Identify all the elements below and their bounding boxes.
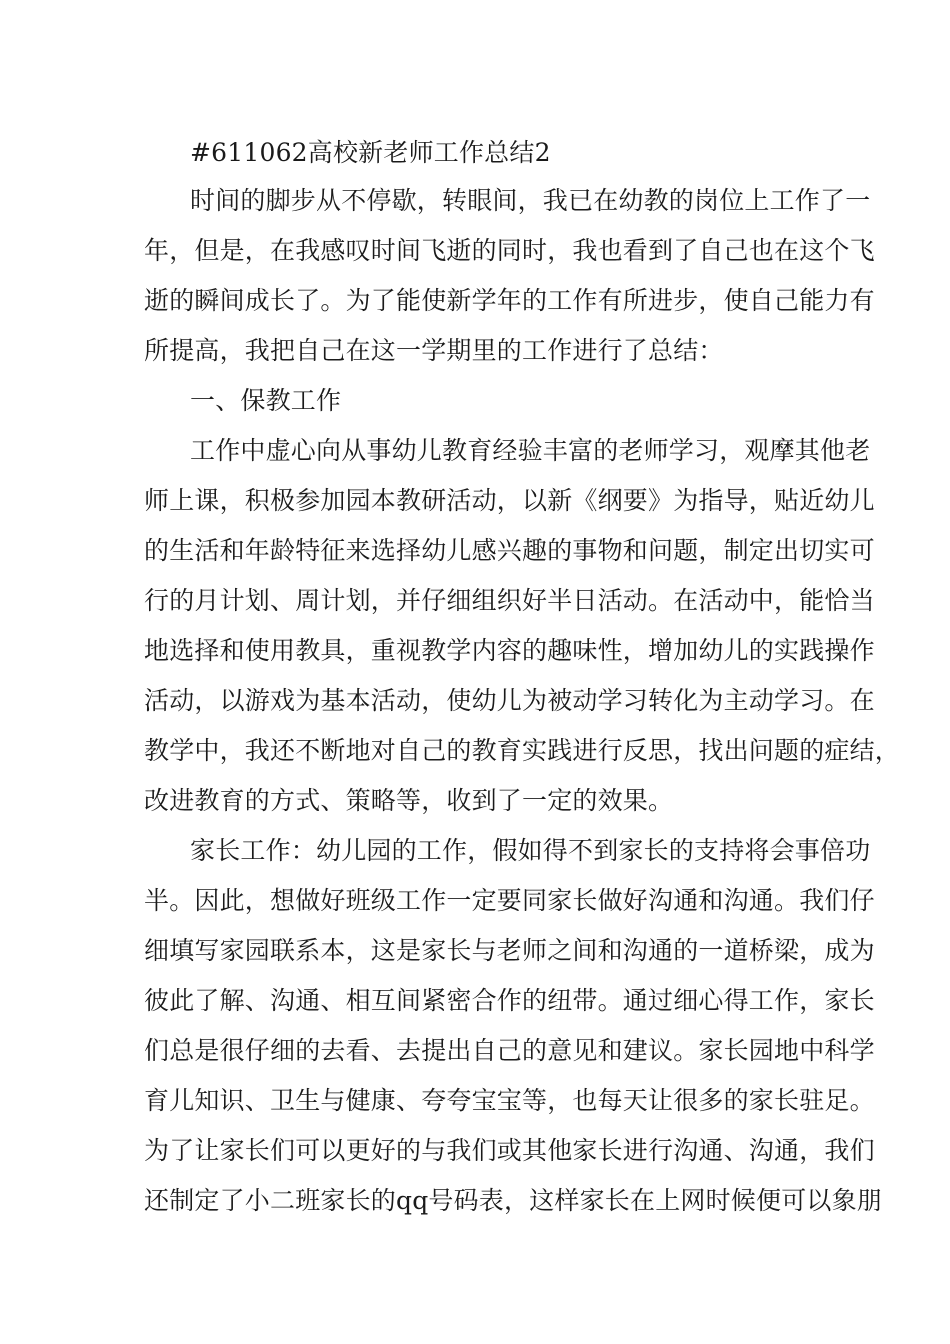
paragraph-line: 半。因此，想做好班级工作一定要同家长做好沟通和沟通。我们仔 [144, 886, 875, 915]
paragraph-line: 师上课，积极参加园本教研活动，以新《纲要》为指导，贴近幼儿 [144, 486, 875, 515]
paragraph-line: 还制定了小二班家长的qq号码表，这样家长在上网时候便可以象朋 [144, 1186, 883, 1215]
paragraph-line: 彼此了解、沟通、相互间紧密合作的纽带。通过细心得工作，家长 [144, 986, 875, 1015]
paragraph-line: 行的月计划、周计划，并仔细组织好半日活动。在活动中，能恰当 [144, 586, 875, 615]
paragraph-line: 育儿知识、卫生与健康、夸夸宝宝等，也每天让很多的家长驻足。 [144, 1086, 875, 1115]
paragraph-line: 工作中虚心向从事幼儿教育经验丰富的老师学习，观摩其他老 [190, 436, 871, 465]
paragraph-line: 家长工作：幼儿园的工作，假如得不到家长的支持将会事倍功 [190, 836, 871, 865]
paragraph-line: 的生活和年龄特征来选择幼儿感兴趣的事物和问题，制定出切实可 [144, 536, 875, 565]
paragraph-line: 逝的瞬间成长了。为了能使新学年的工作有所进步，使自己能力有 [144, 286, 875, 315]
paragraph-line: 教学中，我还不断地对自己的教育实践进行反思，找出问题的症结， [144, 736, 901, 765]
paragraph-line: 改进教育的方式、策略等，收到了一定的效果。 [144, 786, 674, 815]
paragraph-line: 活动，以游戏为基本活动，使幼儿为被动学习转化为主动学习。在 [144, 686, 875, 715]
section-heading: 一、保教工作 [190, 386, 342, 415]
paragraph-line: 细填写家园联系本，这是家长与老师之间和沟通的一道桥梁，成为 [144, 936, 875, 965]
document-heading: #611062高校新老师工作总结2 [190, 138, 551, 167]
paragraph-line: 为了让家长们可以更好的与我们或其他家长进行沟通、沟通，我们 [144, 1136, 875, 1165]
paragraph-line: 时间的脚步从不停歇，转眼间，我已在幼教的岗位上工作了一 [190, 186, 871, 215]
paragraph-line: 们总是很仔细的去看、去提出自己的意见和建议。家长园地中科学 [144, 1036, 875, 1065]
paragraph-line: 地选择和使用教具，重视教学内容的趣味性，增加幼儿的实践操作 [144, 636, 875, 665]
paragraph-line: 年，但是，在我感叹时间飞逝的同时，我也看到了自己也在这个飞 [144, 236, 875, 265]
paragraph-line: 所提高，我把自己在这一学期里的工作进行了总结： [144, 336, 724, 365]
